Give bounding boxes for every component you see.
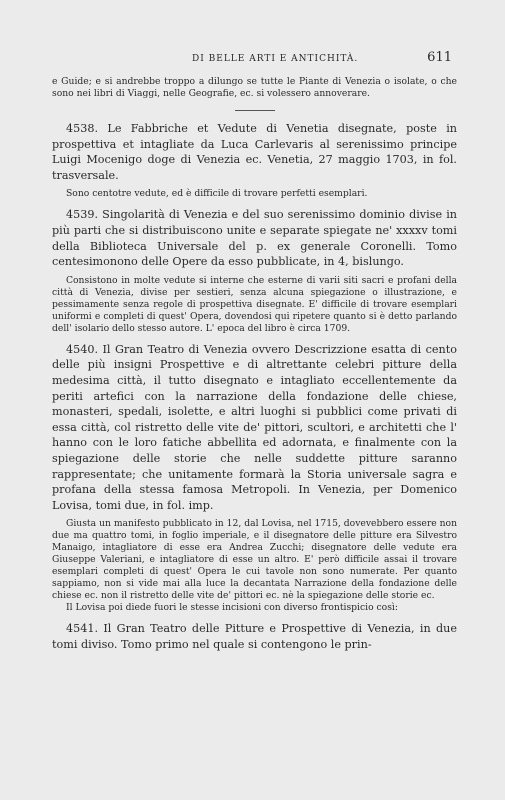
entry-4538: 4538. Le Fabbriche et Vedute di Venetia disegnate, poste in prospettiva et intagliate da Luca Carlevaris al serenissimo principe Luigi Mocenigo doge di Venezia ec. Venetia, 27 maggio 1703, in fol. trasversale. xyxy=(52,122,457,182)
entry-4541: 4541. Il Gran Teatro delle Pitture e Prospettive di Venezia, in due tomi diviso. Tomo primo nel quale si contengono le prin- xyxy=(52,622,457,651)
note-4538: Sono centotre vedute, ed è difficile di trovare perfetti esemplari. xyxy=(66,188,368,200)
section-rule xyxy=(235,110,275,111)
note-4540: Giusta un manifesto pubblicato in 12, dal Lovisa, nel 1715, dovevebbero essere non due ma quattro tomi, in foglio imperiale, e il disegnatore delle pitture era Silvestro Manaigo, intagliatore di esse era Andrea Zucchi; disegnatore delle vedute era Giuseppe Valeriani, e intagliatore di esse un altro. E' però difficile assai il trovare esemplari completi di quest' Opera le cui tavole non sono numerate. Per quanto sappiamo, non si vide mai alla luce la decantata Narrazione della fondazione delle chiese ec. non il ristretto delle vite de' pittori ec. nè la spiegazione delle storie ec. xyxy=(52,518,457,602)
page-body xyxy=(52,76,457,652)
paragraph-continuation: e Guide; e si andrebbe troppo a dilungo se tutte le Piante di Venezia o isolate, o che sono nei libri di Viaggi, nelle Geografie, ec. si volessero annoverare. xyxy=(52,76,457,99)
note-4539: Consistono in molte vedute si interne che esterne di varii siti sacri e profani della città di Venezia, divise per sestieri, senza alcuna spiegazione o illustrazione, e pessimamente senza regole di prospettiva disegnate. E' difficile di trovare esemplari uniformi e completi di quest' Opera, dovendosi qui ripetere quanto si è detto parlando dell' isolario dello stesso autore. L' epoca del libro è circa 1709. xyxy=(52,274,457,334)
entry-4540: 4540. Il Gran Teatro di Venezia ovvero Descrizzione esatta di cento delle più insigni Prospettive e di altrettante celebri pitture della medesima città, il tutto disegnato e intagliato eccellentemente da periti artefici con la narrazione della fondazione delle chiese, monasteri, spedali, isolette, e altri luoghi si pubblici come privati di essa città, col ristretto delle vite de' pittori, scultori, e architetti che l' hanno con le loro fatiche abbellita ed adornata, e finalmente con la spiegazione delle storie che nelle suddette pitture saranno rappresentate; che unitamente formarà la Storia universale sagra e profana della stessa famosa Metropoli. In Venezia, per Domenico Lovisa, tomi due, in fol. imp. xyxy=(52,342,457,512)
running-head: DI BELLE ARTI E ANTICHITÀ. xyxy=(192,54,359,64)
page-number: 611 xyxy=(427,50,452,65)
note-4540-frontispiece: Il Lovisa poi diede fuori le stesse incisioni con diverso frontispicio così: xyxy=(66,602,398,614)
page-header xyxy=(52,48,452,68)
entry-4539: 4539. Singolarità di Venezia e del suo serenissimo dominio divise in più parti che si distribuiscono unite e separate spiegate ne' xxxxv tomi della Biblioteca Universale del p. ex generale Coronelli. Tomo centesimonono delle Opere da esso pubblicate, in 4, bislungo. xyxy=(52,208,457,269)
